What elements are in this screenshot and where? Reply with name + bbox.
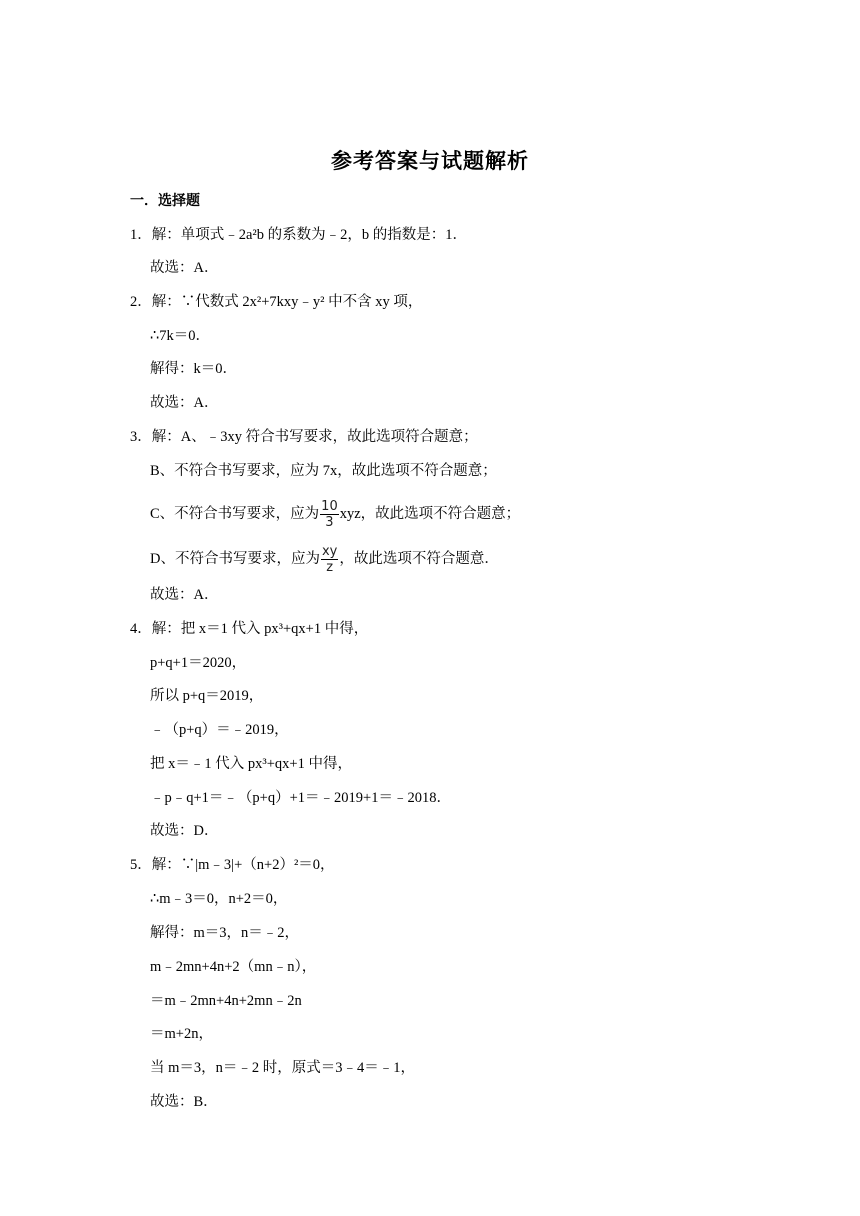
q5-line-2: ∴m﹣3＝0，n+2＝0， xyxy=(150,891,288,907)
q3-option-c-suffix: xyz，故此选项不符合题意； xyxy=(339,505,521,522)
fraction-c-denominator: 3 xyxy=(325,515,334,530)
q3-line-5: 故选：A． xyxy=(150,587,219,603)
fraction-c-numerator: 10 xyxy=(321,499,338,514)
q5-line-6: ＝m+2n， xyxy=(150,1026,213,1042)
q5-line-3: 解得：m＝3，n＝﹣2， xyxy=(150,925,300,941)
q4-line-5: 把 x＝﹣1 代入 px³+qx+1 中得， xyxy=(150,756,352,772)
q4-line-4: ﹣（p+q）＝﹣2019， xyxy=(150,722,289,738)
fraction-d xyxy=(321,544,338,575)
q4-line-6: ﹣p﹣q+1＝﹣（p+q）+1＝﹣2019+1＝﹣2018． xyxy=(150,790,451,806)
q4-line-1: 4．解：把 x＝1 代入 px³+qx+1 中得， xyxy=(130,621,369,637)
q3-option-c-prefix: C、不符合书写要求，应为 xyxy=(150,505,320,522)
q3-option-d-suffix: ，故此选项不符合题意． xyxy=(339,550,499,567)
q2-line-2: ∴7k＝0． xyxy=(150,328,210,344)
q5-line-8: 故选：B． xyxy=(150,1094,218,1110)
q2-line-4: 故选：A． xyxy=(150,395,219,411)
q3-line-2: B、不符合书写要求，应为 7x，故此选项不符合题意； xyxy=(150,463,497,479)
q4-line-2: p+q+1＝2020， xyxy=(150,655,247,671)
q3-line-4 xyxy=(150,544,499,575)
fraction-d-numerator: xy xyxy=(321,544,338,559)
q1-line-2: 故选：A． xyxy=(150,260,219,276)
q5-line-1: 5．解：∵|m﹣3|+（n+2）²＝0， xyxy=(130,857,335,873)
q5-line-5: ＝m﹣2mn+4n+2mn﹣2n xyxy=(150,993,302,1009)
q5-line-7: 当 m＝3，n＝﹣2 时，原式＝3﹣4＝﹣1， xyxy=(150,1060,416,1076)
q4-line-7: 故选：D． xyxy=(150,823,219,839)
q1-line-1: 1．解：单项式﹣2a²b 的系数为﹣2，b 的指数是：1． xyxy=(130,227,468,243)
q2-line-3: 解得：k＝0． xyxy=(150,361,237,377)
q3-line-1: 3．解：A、﹣3xy 符合书写要求，故此选项符合题意； xyxy=(130,429,478,445)
q3-line-3 xyxy=(150,499,520,530)
page-title: 参考答案与试题解析 xyxy=(331,149,529,173)
q5-line-4: m﹣2mn+4n+2（mn﹣n）， xyxy=(150,959,317,975)
section-heading: 一．选择题 xyxy=(130,193,200,209)
q4-line-3: 所以 p+q＝2019， xyxy=(150,688,264,704)
q2-line-1: 2．解：∵代数式 2x²+7kxy﹣y² 中不含 xy 项， xyxy=(130,294,423,310)
fraction-c xyxy=(320,499,339,530)
fraction-d-denominator: z xyxy=(326,560,334,575)
q3-option-d-prefix: D、不符合书写要求，应为 xyxy=(150,550,320,567)
